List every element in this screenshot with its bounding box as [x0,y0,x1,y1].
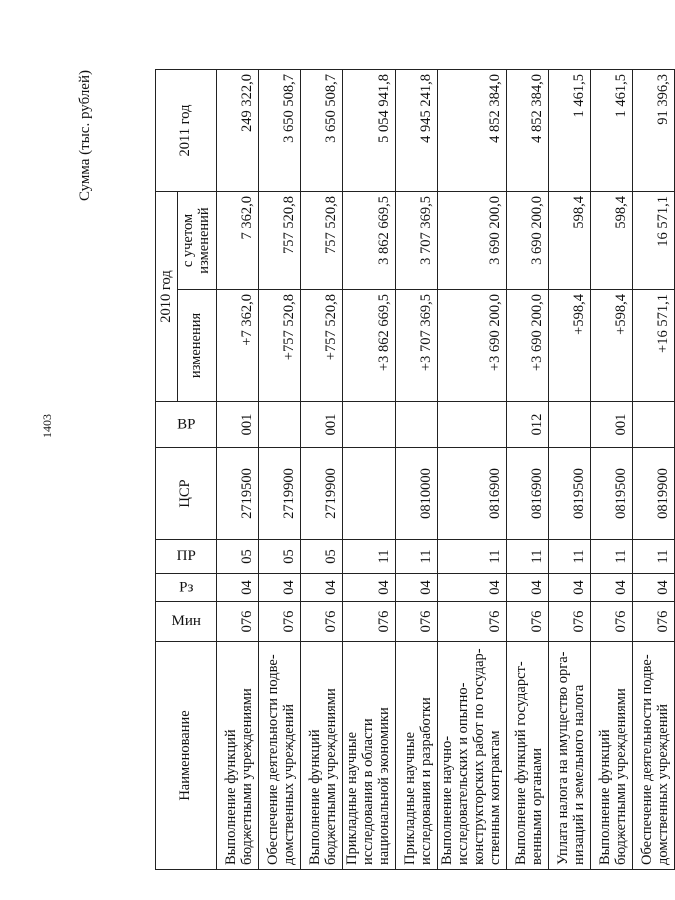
header-vr: ВР [156,402,217,448]
row-min: 076 [506,602,548,642]
table-row [506,69,548,869]
row-rz: 04 [506,574,548,602]
row-year-2011: 3 650 508,7 [301,69,343,191]
row-vr: 001 [590,402,632,448]
row-pr: 11 [506,540,548,574]
budget-table [155,69,675,870]
table-row [217,69,259,869]
row-csr: 0816900 [506,448,548,540]
row-csr [343,448,396,540]
row-with-changes: 757 520,8 [259,191,301,289]
header-with-changes: с учетом изменений [178,191,217,289]
row-name: Выполнение функций бюджетными учреждениями [590,642,632,870]
row-pr: 11 [395,540,437,574]
row-with-changes: 598,4 [590,191,632,289]
row-vr [343,402,396,448]
row-name: Обеспечение деятельности подве-домственных учреждений [259,642,301,870]
row-rz: 04 [217,574,259,602]
row-csr: 2719500 [217,448,259,540]
row-csr: 0810000 [395,448,437,540]
row-vr [548,402,590,448]
table-header [156,69,217,869]
row-name: Уплата налога на имущество орга-низаций и земельного налога [548,642,590,870]
row-csr: 0819500 [590,448,632,540]
header-changes: изменения [178,290,217,402]
row-vr [259,402,301,448]
header-year-2011: 2011 год [156,69,217,191]
row-pr: 11 [437,540,506,574]
header-name: Наименование [156,642,217,870]
header-year-2010: 2010 год [156,191,178,401]
row-min: 076 [632,602,674,642]
row-pr: 05 [301,540,343,574]
row-pr: 11 [343,540,396,574]
row-vr: 001 [301,402,343,448]
row-vr [632,402,674,448]
row-rz: 04 [590,574,632,602]
row-with-changes: 3 690 200,0 [437,191,506,289]
row-pr: 11 [548,540,590,574]
header-min: Мин [156,602,217,642]
header-rz: Рз [156,574,217,602]
table-row [301,69,343,869]
row-vr: 001 [217,402,259,448]
table-row [343,69,396,869]
row-changes: +3 690 200,0 [506,290,548,402]
row-rz: 04 [301,574,343,602]
row-year-2011: 4 852 384,0 [437,69,506,191]
row-pr: 05 [217,540,259,574]
row-year-2011: 249 322,0 [217,69,259,191]
row-name: Прикладные научные исследования и разработки [395,642,437,870]
table-row [259,69,301,869]
row-rz: 04 [343,574,396,602]
row-changes: +757 520,8 [301,290,343,402]
row-pr: 05 [259,540,301,574]
table-row [632,69,674,869]
header-csr: ЦСР [156,448,217,540]
header-pr: ПР [156,540,217,574]
row-year-2011: 3 650 508,7 [259,69,301,191]
row-min: 076 [437,602,506,642]
row-name: Выполнение функций бюджетными учреждениями [217,642,259,870]
row-year-2011: 4 852 384,0 [506,69,548,191]
row-changes: +3 707 369,5 [395,290,437,402]
row-with-changes: 3 690 200,0 [506,191,548,289]
row-min: 076 [343,602,396,642]
rotated-page-content [77,70,671,870]
row-name: Выполнение функций государст-венными органами [506,642,548,870]
table-row [437,69,506,869]
table-row [548,69,590,869]
unit-caption: Сумма (тыс. рублей) [77,70,93,202]
row-min: 076 [395,602,437,642]
row-year-2011: 4 945 241,8 [395,69,437,191]
row-pr: 11 [590,540,632,574]
page-number: 1403 [40,414,54,438]
row-rz: 04 [437,574,506,602]
row-rz: 04 [395,574,437,602]
row-rz: 04 [548,574,590,602]
row-name: Обеспечение деятельности подве-домственных учреждений [632,642,674,870]
row-min: 076 [301,602,343,642]
row-changes: +757 520,8 [259,290,301,402]
row-with-changes: 3 707 369,5 [395,191,437,289]
row-changes: +3 862 669,5 [343,290,396,402]
row-name: Прикладные научные исследования в области национальной экономики [343,642,396,870]
row-vr [437,402,506,448]
row-name: Выполнение научно-исследовательских и опытно-конструкторских работ по государ-ственным контрактам [437,642,506,870]
row-year-2011: 1 461,5 [590,69,632,191]
row-min: 076 [590,602,632,642]
row-csr: 0819500 [548,448,590,540]
row-with-changes: 598,4 [548,191,590,289]
row-changes: +16 571,1 [632,290,674,402]
row-changes: +598,4 [590,290,632,402]
row-changes: +7 362,0 [217,290,259,402]
row-with-changes: 16 571,1 [632,191,674,289]
row-min: 076 [217,602,259,642]
row-vr: 012 [506,402,548,448]
row-csr: 0819900 [632,448,674,540]
row-csr: 0816900 [437,448,506,540]
row-min: 076 [259,602,301,642]
row-csr: 2719900 [301,448,343,540]
row-year-2011: 91 396,3 [632,69,674,191]
row-rz: 04 [632,574,674,602]
row-min: 076 [548,602,590,642]
row-vr [395,402,437,448]
row-name: Выполнение функций бюджетными учреждениями [301,642,343,870]
table-body [217,69,675,869]
table-row [590,69,632,869]
row-rz: 04 [259,574,301,602]
row-pr: 11 [632,540,674,574]
row-changes: +3 690 200,0 [437,290,506,402]
row-with-changes: 7 362,0 [217,191,259,289]
row-with-changes: 757 520,8 [301,191,343,289]
row-changes: +598,4 [548,290,590,402]
row-year-2011: 1 461,5 [548,69,590,191]
table-row [395,69,437,869]
row-with-changes: 3 862 669,5 [343,191,396,289]
row-year-2011: 5 054 941,8 [343,69,396,191]
row-csr: 2719900 [259,448,301,540]
